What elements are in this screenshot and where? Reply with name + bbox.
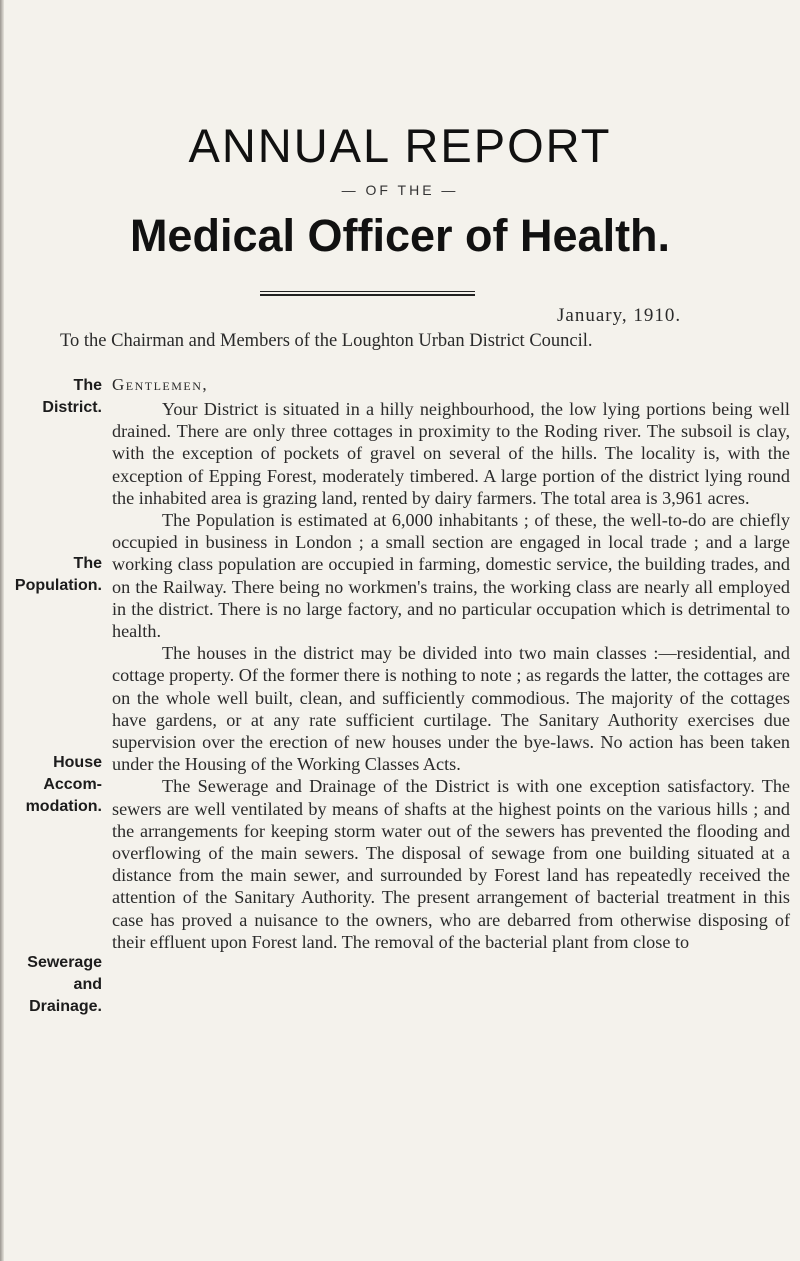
report-body [112,398,790,953]
sidenote-house-accommodation [6,752,102,819]
salutation: To the Chairman and Members of the Loughton Urban District Council. [60,331,593,351]
sidenote-district-line-1: The [73,377,102,394]
sidenote-house-line-1: House [53,754,102,771]
paragraph-house-accommodation: The houses in the district may be divided into two main classes :—residential, and cottage property. Of the former there is nothing to note ; as regards the latter, the cottages are on the whole well built, clean, and sufficiently commodious. The majority of the cottages have gardens, or at any rate sufficient curtilage. The Sanitary Authority exercises due supervision over the erection of new houses under the bye-laws. No action has been taken under the Housing of the Working Classes Acts. [112,643,790,775]
sidenote-population-line-1: The [73,555,102,572]
report-subtitle: Medical Officer of Health. [129,210,671,261]
report-of-the: — OF THE — [341,182,459,198]
sidenote-district-line-2: District. [42,399,102,417]
sidenote-house-line-2: Accom- [43,776,102,794]
greeting: Gentlemen, [112,375,209,394]
sidenote-district [6,375,102,419]
paragraph-sewerage-drainage: The Sewerage and Drainage of the District is with one exception satisfactory. The sewers are well ventilated by means of shafts at the highest points on the various hills ; and the arrangements for keeping storm water out of the sewers has prevented the flooding and overflowing of the main sewers. The disposal of sewage from one building situated at a distance from the main sewer, and surrounded by Forest land has repeatedly received the attention of the Sanitary Authority. The present arrangement of bacterial treatment in this case has proved a nuisance to the owners, who are debarred from otherwise disposing of their effluent upon Forest land. The removal of the bacterial plant from close to [112,776,790,952]
sidenote-population [6,553,102,597]
paragraph-district: Your District is situated in a hilly neighbourhood, the low lying portions being well drained. There are only three cottages in proximity to the Roding river. The subsoil is clay, with the exception of pockets of gravel on several of the hills. The locality is, with the exception of Epping Forest, moderately timbered. A large portion of the district lying round the inhabited area is grazing land, rented by dairy farmers. The total area is 3,961 acres. [112,399,790,508]
title-rule-thin [260,291,475,292]
sidenote-sewerage-line-2: and [73,976,102,994]
sidenote-population-line-2: Population. [14,577,102,595]
title-rule-thick [260,294,475,296]
sidenote-house-line-3: modation. [25,798,102,816]
sidenote-sewerage-line-3: Drainage. [29,998,102,1016]
sidenote-sewerage-line-1: Sewerage [27,954,102,971]
report-title: ANNUAL REPORT [188,119,612,172]
sidenote-sewerage-drainage [6,952,102,1019]
paragraph-population: The Population is estimated at 6,000 inhabitants ; of these, the well-to-do are chiefly occupied in business in London ; a small section are engaged in local trade ; and a large working class population are occupied in farming, domestic service, the building trades, and on the Railway. There being no workmen's trains, the working class are nearly all employed in the district. There is no large factory, and no particular occupation which is detrimental to health. [112,510,790,642]
report-date: January, 1910. [557,305,682,326]
